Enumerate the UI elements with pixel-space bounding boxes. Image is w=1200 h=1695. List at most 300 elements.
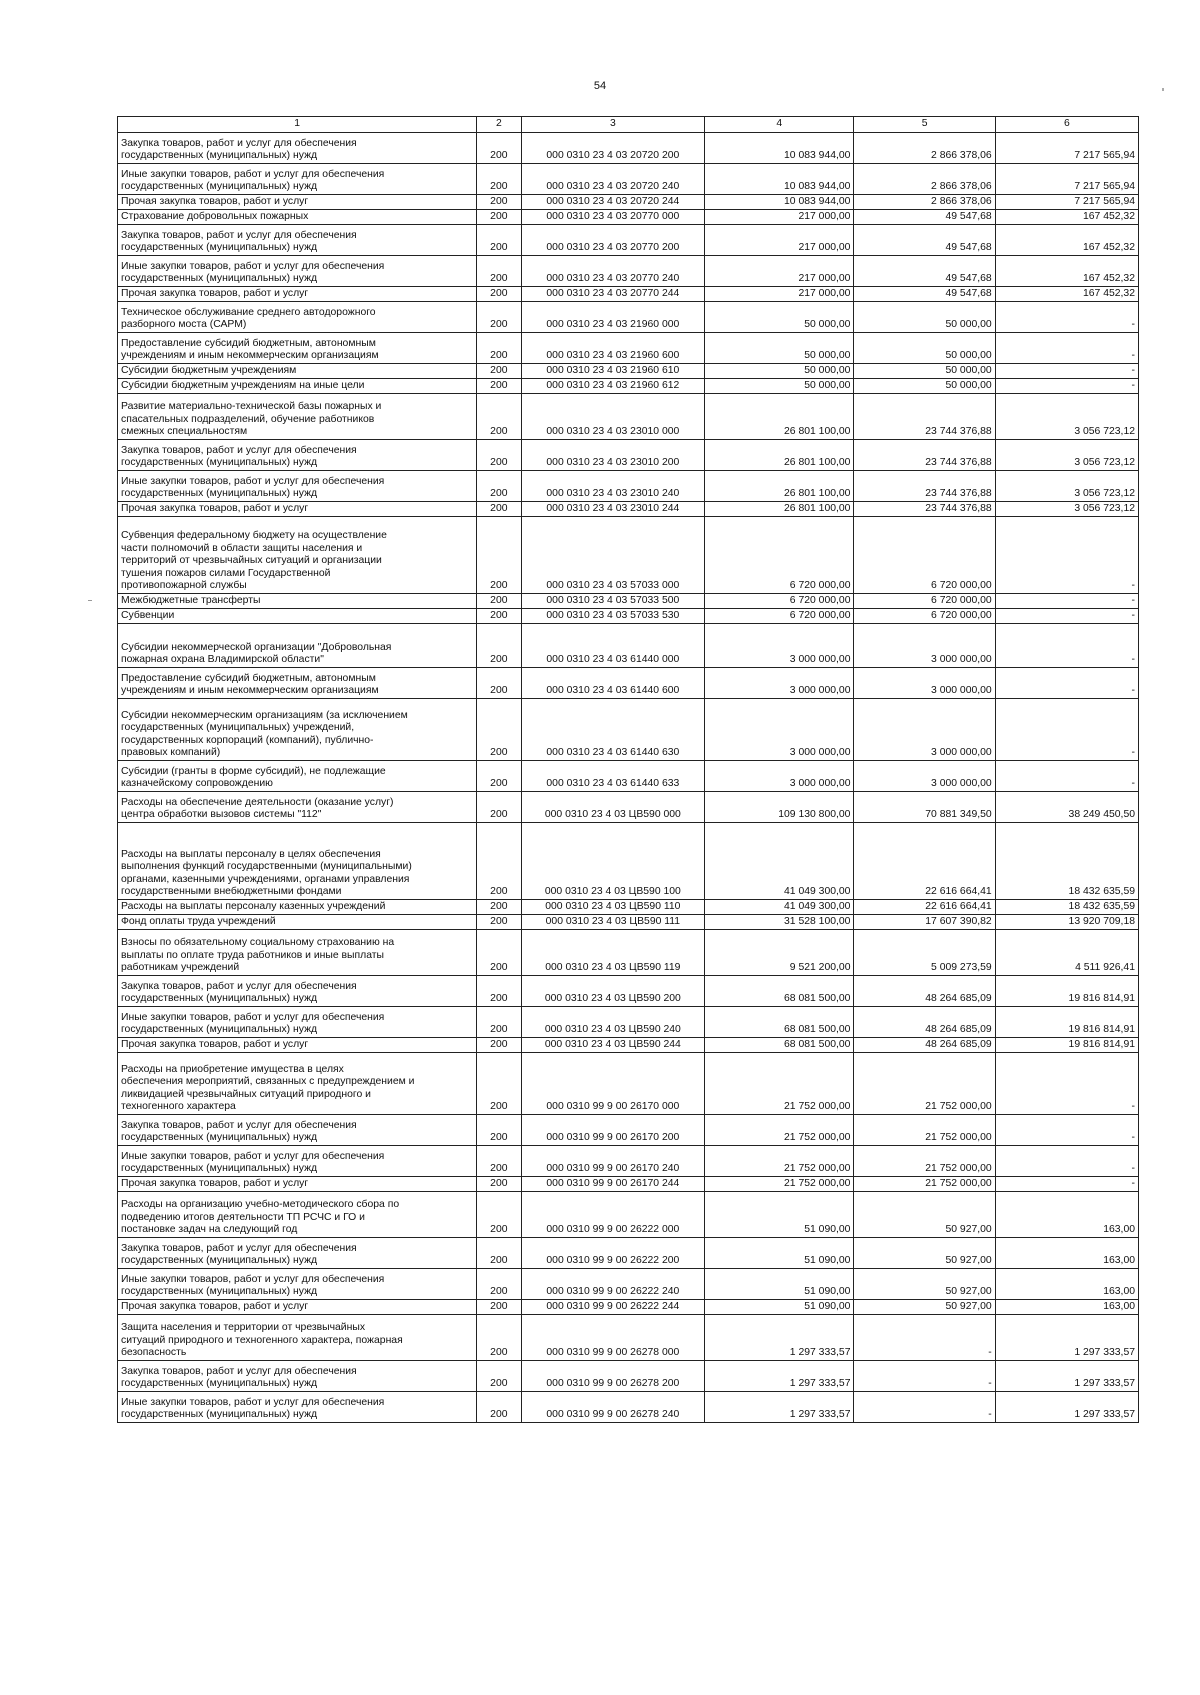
row-executed-text: 21 752 000,00 <box>925 1132 992 1144</box>
row-line-code <box>477 915 521 930</box>
row-name <box>118 302 477 333</box>
row-line-code-text: 200 <box>490 1286 508 1298</box>
row-executed <box>854 440 995 471</box>
row-executed-text: 50 927,00 <box>945 1255 992 1267</box>
row-executed <box>854 164 995 195</box>
row-budget-code <box>521 517 705 594</box>
row-name <box>118 379 477 394</box>
margin-mark <box>88 600 92 601</box>
table-body <box>118 133 1139 1423</box>
row-line-code <box>477 1269 521 1300</box>
row-budget-code-text: 000 0310 23 4 03 ЦВ590 200 <box>544 993 681 1005</box>
row-approved-text: 6 720 000,00 <box>789 595 851 607</box>
row-executed-text: 3 000 000,00 <box>931 685 992 697</box>
row-budget-code <box>521 333 705 364</box>
row-executed-text: 48 264 685,09 <box>925 1024 992 1036</box>
row-unexecuted <box>995 440 1138 471</box>
table-row <box>118 1361 1139 1392</box>
row-budget-code-text: 000 0310 23 4 03 61440 600 <box>546 685 680 697</box>
table-header <box>118 117 1139 133</box>
row-budget-code <box>521 761 705 792</box>
row-budget-code-text: 000 0310 23 4 03 23010 244 <box>546 503 680 515</box>
row-name <box>118 761 477 792</box>
row-unexecuted <box>995 210 1138 225</box>
row-name-text: Субсидии бюджетным учреждениям <box>121 365 297 377</box>
row-name-text: Расходы на обеспечение деятельности (оказание услуг) центра обработки вызовов системы "112" <box>121 796 394 821</box>
row-line-code <box>477 609 521 624</box>
column-number-row <box>118 117 1139 133</box>
row-executed <box>854 1361 995 1392</box>
row-unexecuted <box>995 668 1138 699</box>
row-unexecuted <box>995 502 1138 517</box>
table-row <box>118 900 1139 915</box>
row-unexecuted-text: 167 452,32 <box>1082 211 1135 223</box>
row-approved-text: 41 049 300,00 <box>784 886 851 898</box>
table-row <box>118 440 1139 471</box>
margin-mark <box>1162 88 1164 91</box>
row-budget-code <box>521 594 705 609</box>
row-budget-code-text: 000 0310 99 9 00 26222 200 <box>546 1255 680 1267</box>
table-row <box>118 517 1139 594</box>
row-name <box>118 792 477 823</box>
row-approved-text: 6 720 000,00 <box>789 610 851 622</box>
row-budget-code <box>521 302 705 333</box>
row-approved-text: 68 081 500,00 <box>784 993 851 1005</box>
row-executed-text: - <box>988 1378 992 1390</box>
row-line-code <box>477 364 521 379</box>
row-executed-text: 6 720 000,00 <box>931 610 992 622</box>
row-approved-text: 21 752 000,00 <box>784 1163 851 1175</box>
row-budget-code <box>521 699 705 761</box>
table-row <box>118 1053 1139 1115</box>
row-name <box>118 624 477 668</box>
table-row <box>118 1269 1139 1300</box>
row-executed-text: 50 000,00 <box>945 380 992 392</box>
row-executed <box>854 287 995 302</box>
row-approved <box>705 1007 854 1038</box>
row-unexecuted <box>995 287 1138 302</box>
row-approved-text: 1 297 333,57 <box>789 1378 851 1390</box>
row-approved <box>705 761 854 792</box>
row-unexecuted <box>995 792 1138 823</box>
row-executed-text: - <box>988 1347 992 1359</box>
row-line-code <box>477 379 521 394</box>
row-unexecuted <box>995 379 1138 394</box>
table-row <box>118 668 1139 699</box>
column-header: 6 <box>995 117 1138 133</box>
row-unexecuted <box>995 133 1138 164</box>
row-budget-code <box>521 1300 705 1315</box>
row-line-code <box>477 1315 521 1361</box>
row-line-code-text: 200 <box>490 1178 508 1190</box>
row-unexecuted <box>995 1300 1138 1315</box>
row-line-code <box>477 210 521 225</box>
row-budget-code <box>521 195 705 210</box>
row-approved-text: 26 801 100,00 <box>784 503 851 515</box>
row-executed-text: 50 927,00 <box>945 1286 992 1298</box>
row-executed-text: 50 000,00 <box>945 350 992 362</box>
row-name-text: Субвенции <box>121 610 175 622</box>
row-budget-code <box>521 1146 705 1177</box>
row-budget-code <box>521 1115 705 1146</box>
row-name-text: Закупка товаров, работ и услуг для обеспечения государственных (муниципальных) нужд <box>121 1365 357 1390</box>
row-executed <box>854 761 995 792</box>
column-header: 1 <box>118 117 477 133</box>
table-row <box>118 225 1139 256</box>
table-row <box>118 256 1139 287</box>
row-unexecuted-text: 163,00 <box>1103 1224 1135 1236</box>
row-line-code-text: 200 <box>490 886 508 898</box>
page-number: 54 <box>593 80 607 92</box>
row-line-code <box>477 699 521 761</box>
row-unexecuted-text: 19 816 814,91 <box>1068 993 1135 1005</box>
row-name-text: Закупка товаров, работ и услуг для обеспечения государственных (муниципальных) нужд <box>121 1119 357 1144</box>
table-row <box>118 1392 1139 1423</box>
row-name-text: Субсидии некоммерческим организациям (за исключением государственных (муниципальных) учреждений, государственных корпораций (компаний), публично- правовых компаний) <box>121 709 408 759</box>
row-name-text: Расходы на выплаты персоналу казенных учреждений <box>121 901 386 913</box>
row-line-code <box>477 976 521 1007</box>
row-unexecuted-text: 3 056 723,12 <box>1074 426 1135 438</box>
row-approved <box>705 1038 854 1053</box>
row-executed-text: 49 547,68 <box>945 273 992 285</box>
table-row <box>118 1300 1139 1315</box>
row-unexecuted-text: - <box>1131 685 1135 697</box>
row-unexecuted <box>995 1315 1138 1361</box>
row-executed-text: 2 866 378,06 <box>931 196 992 208</box>
row-line-code <box>477 440 521 471</box>
row-unexecuted <box>995 915 1138 930</box>
row-unexecuted-text: 7 217 565,94 <box>1074 196 1135 208</box>
row-executed <box>854 379 995 394</box>
row-name-text: Защита населения и территории от чрезвычайных ситуаций природного и техногенного характера, пожарная безопасность <box>121 1322 403 1359</box>
row-line-code-text: 200 <box>490 1101 508 1113</box>
row-unexecuted-text: 4 511 926,41 <box>1075 962 1135 974</box>
row-approved-text: 1 297 333,57 <box>789 1409 851 1421</box>
table-row <box>118 930 1139 976</box>
row-executed-text: 50 000,00 <box>945 365 992 377</box>
row-approved <box>705 225 854 256</box>
row-line-code-text: 200 <box>490 426 508 438</box>
row-approved <box>705 1238 854 1269</box>
row-budget-code-text: 000 0310 99 9 00 26170 244 <box>546 1178 680 1190</box>
row-unexecuted-text: 1 297 333,57 <box>1074 1347 1135 1359</box>
table-row <box>118 1038 1139 1053</box>
row-line-code <box>477 302 521 333</box>
row-line-code-text: 200 <box>490 1163 508 1175</box>
table-row <box>118 471 1139 502</box>
row-executed-text: 5 009 273,59 <box>931 962 992 974</box>
row-budget-code <box>521 915 705 930</box>
row-budget-code <box>521 976 705 1007</box>
row-approved <box>705 1177 854 1192</box>
row-budget-code <box>521 440 705 471</box>
row-approved <box>705 517 854 594</box>
table-row <box>118 195 1139 210</box>
row-budget-code <box>521 900 705 915</box>
row-executed-text: 17 607 390,82 <box>925 916 992 928</box>
row-budget-code-text: 000 0310 99 9 00 26278 000 <box>546 1347 680 1359</box>
row-unexecuted-text: 18 432 635,59 <box>1068 901 1135 913</box>
row-unexecuted <box>995 1392 1138 1423</box>
row-unexecuted-text: - <box>1131 1163 1135 1175</box>
row-unexecuted <box>995 164 1138 195</box>
row-line-code-text: 200 <box>490 181 508 193</box>
row-executed <box>854 1053 995 1115</box>
row-budget-code <box>521 379 705 394</box>
table-row <box>118 699 1139 761</box>
row-name-text: Закупка товаров, работ и услуг для обеспечения государственных (муниципальных) нужд <box>121 1242 357 1267</box>
table-row <box>118 1177 1139 1192</box>
row-budget-code <box>521 1392 705 1423</box>
row-name-text: Прочая закупка товаров, работ и услуг <box>121 503 309 515</box>
row-budget-code <box>521 609 705 624</box>
row-unexecuted-text: - <box>1131 778 1135 790</box>
row-budget-code <box>521 287 705 302</box>
row-executed-text: 6 720 000,00 <box>931 580 992 592</box>
row-unexecuted <box>995 699 1138 761</box>
row-unexecuted-text: - <box>1131 747 1135 759</box>
row-name <box>118 900 477 915</box>
row-approved <box>705 302 854 333</box>
row-name-text: Субсидии бюджетным учреждениям на иные цели <box>121 380 365 392</box>
row-approved <box>705 823 854 900</box>
row-unexecuted-text: 38 249 450,50 <box>1068 809 1135 821</box>
row-executed <box>854 594 995 609</box>
row-budget-code-text: 000 0310 23 4 03 ЦВ590 111 <box>545 916 681 928</box>
row-executed-text: 21 752 000,00 <box>925 1178 992 1190</box>
row-approved <box>705 668 854 699</box>
row-name-text: Фонд оплаты труда учреждений <box>121 916 276 928</box>
row-name-text: Предоставление субсидий бюджетным, автономным учреждениям и иным некоммерческим организациям <box>121 672 379 697</box>
row-approved-text: 21 752 000,00 <box>784 1178 851 1190</box>
row-line-code <box>477 502 521 517</box>
row-approved-text: 50 000,00 <box>804 319 851 331</box>
table-row <box>118 1192 1139 1238</box>
row-approved-text: 109 130 800,00 <box>778 809 851 821</box>
row-line-code-text: 200 <box>490 654 508 666</box>
row-unexecuted <box>995 1146 1138 1177</box>
row-line-code <box>477 195 521 210</box>
row-unexecuted <box>995 225 1138 256</box>
row-budget-code <box>521 502 705 517</box>
row-name-text: Субсидии некоммерческой организации "Добровольная пожарная охрана Владимирской области" <box>121 641 392 666</box>
row-line-code-text: 200 <box>490 503 508 515</box>
row-unexecuted <box>995 394 1138 440</box>
row-unexecuted <box>995 471 1138 502</box>
row-unexecuted <box>995 1177 1138 1192</box>
row-budget-code-text: 000 0310 23 4 03 61440 000 <box>546 654 680 666</box>
row-unexecuted <box>995 302 1138 333</box>
row-name-text: Субсидии (гранты в форме субсидий), не подлежащие казначейскому сопровождению <box>121 765 386 790</box>
row-budget-code <box>521 930 705 976</box>
row-approved <box>705 471 854 502</box>
row-line-code <box>477 900 521 915</box>
row-approved <box>705 164 854 195</box>
row-unexecuted-text: 3 056 723,12 <box>1074 503 1135 515</box>
row-budget-code <box>521 624 705 668</box>
row-unexecuted <box>995 517 1138 594</box>
row-executed-text: 22 616 664,41 <box>925 901 992 913</box>
row-name-text: Предоставление субсидий бюджетным, автономным учреждениям и иным некоммерческим организациям <box>121 337 379 362</box>
row-approved-text: 50 000,00 <box>804 380 851 392</box>
row-executed-text: 2 866 378,06 <box>931 150 992 162</box>
row-approved <box>705 1115 854 1146</box>
row-approved-text: 68 081 500,00 <box>784 1039 851 1051</box>
row-line-code-text: 200 <box>490 457 508 469</box>
row-name <box>118 976 477 1007</box>
row-name-text: Расходы на организацию учебно-методического сбора по подведению итогов деятельности ТП РСЧС и ГО и постановке задач на следующий год <box>121 1199 400 1236</box>
row-line-code-text: 200 <box>490 595 508 607</box>
row-approved-text: 9 521 200,00 <box>789 962 851 974</box>
row-executed-text: 48 264 685,09 <box>925 1039 992 1051</box>
row-name <box>118 394 477 440</box>
row-budget-code-text: 000 0310 23 4 03 61440 633 <box>546 778 680 790</box>
row-name <box>118 1392 477 1423</box>
row-executed <box>854 1038 995 1053</box>
row-executed <box>854 699 995 761</box>
row-executed <box>854 471 995 502</box>
row-unexecuted-text: 19 816 814,91 <box>1068 1024 1135 1036</box>
row-unexecuted-text: - <box>1131 610 1135 622</box>
row-budget-code <box>521 1177 705 1192</box>
row-approved <box>705 210 854 225</box>
row-budget-code-text: 000 0310 99 9 00 26170 240 <box>546 1163 680 1175</box>
row-executed <box>854 1146 995 1177</box>
row-approved <box>705 379 854 394</box>
row-unexecuted <box>995 333 1138 364</box>
row-approved-text: 31 528 100,00 <box>784 916 851 928</box>
row-budget-code <box>521 1007 705 1038</box>
table-row <box>118 976 1139 1007</box>
row-approved <box>705 256 854 287</box>
row-name-text: Прочая закупка товаров, работ и услуг <box>121 196 309 208</box>
row-approved <box>705 364 854 379</box>
row-budget-code <box>521 1053 705 1115</box>
row-budget-code-text: 000 0310 23 4 03 ЦВ590 000 <box>544 809 681 821</box>
row-name-text: Иные закупки товаров, работ и услуг для обеспечения государственных (муниципальных) нужд <box>121 1273 385 1298</box>
row-name <box>118 210 477 225</box>
row-budget-code <box>521 225 705 256</box>
row-approved <box>705 1392 854 1423</box>
row-unexecuted <box>995 1192 1138 1238</box>
row-approved <box>705 133 854 164</box>
row-budget-code <box>521 1192 705 1238</box>
row-executed <box>854 915 995 930</box>
row-line-code <box>477 930 521 976</box>
row-executed <box>854 302 995 333</box>
row-line-code <box>477 517 521 594</box>
row-line-code-text: 200 <box>490 1224 508 1236</box>
row-approved-text: 3 000 000,00 <box>789 685 851 697</box>
row-line-code-text: 200 <box>490 610 508 622</box>
row-line-code-text: 200 <box>490 365 508 377</box>
row-budget-code-text: 000 0310 99 9 00 26222 244 <box>546 1301 680 1313</box>
row-approved-text: 68 081 500,00 <box>784 1024 851 1036</box>
row-name <box>118 256 477 287</box>
row-name <box>118 1053 477 1115</box>
row-line-code-text: 200 <box>490 350 508 362</box>
row-executed-text: 50 927,00 <box>945 1301 992 1313</box>
row-name <box>118 133 477 164</box>
row-approved-text: 50 000,00 <box>804 350 851 362</box>
row-name-text: Закупка товаров, работ и услуг для обеспечения государственных (муниципальных) нужд <box>121 137 357 162</box>
row-line-code <box>477 1115 521 1146</box>
row-executed <box>854 823 995 900</box>
table-row <box>118 394 1139 440</box>
row-executed <box>854 364 995 379</box>
row-name <box>118 1300 477 1315</box>
row-name-text: Субвенция федеральному бюджету на осуществление части полномочий в области защиты населения и территорий от чрезвычайных ситуаций и организации тушения пожаров силами Государственной противопожарной службы <box>121 530 387 592</box>
row-unexecuted <box>995 256 1138 287</box>
row-approved <box>705 699 854 761</box>
row-approved-text: 1 297 333,57 <box>789 1347 851 1359</box>
row-budget-code <box>521 1238 705 1269</box>
row-executed <box>854 195 995 210</box>
row-unexecuted <box>995 1007 1138 1038</box>
row-line-code-text: 200 <box>490 242 508 254</box>
row-approved <box>705 1192 854 1238</box>
row-line-code <box>477 761 521 792</box>
row-line-code-text: 200 <box>490 993 508 1005</box>
table-row <box>118 1146 1139 1177</box>
row-line-code-text: 200 <box>490 1255 508 1267</box>
row-approved-text: 217 000,00 <box>798 242 851 254</box>
column-header: 3 <box>521 117 705 133</box>
row-unexecuted-text: 163,00 <box>1103 1286 1135 1298</box>
row-unexecuted <box>995 823 1138 900</box>
row-approved-text: 50 000,00 <box>804 365 851 377</box>
row-line-code <box>477 1053 521 1115</box>
row-approved-text: 26 801 100,00 <box>784 488 851 500</box>
row-approved <box>705 930 854 976</box>
row-unexecuted-text: 13 920 709,18 <box>1068 916 1135 928</box>
row-approved-text: 51 090,00 <box>804 1286 851 1298</box>
row-name <box>118 668 477 699</box>
row-line-code-text: 200 <box>490 380 508 392</box>
row-line-code-text: 200 <box>490 1347 508 1359</box>
row-executed-text: 23 744 376,88 <box>925 488 992 500</box>
row-name <box>118 1007 477 1038</box>
row-line-code-text: 200 <box>490 1024 508 1036</box>
row-line-code-text: 200 <box>490 685 508 697</box>
row-name-text: Иные закупки товаров, работ и услуг для обеспечения государственных (муниципальных) нужд <box>121 1011 385 1036</box>
row-line-code-text: 200 <box>490 962 508 974</box>
row-budget-code-text: 000 0310 23 4 03 21960 610 <box>546 365 680 377</box>
row-approved-text: 21 752 000,00 <box>784 1132 851 1144</box>
row-unexecuted <box>995 624 1138 668</box>
row-unexecuted-text: - <box>1131 1178 1135 1190</box>
row-name <box>118 440 477 471</box>
row-unexecuted-text: 1 297 333,57 <box>1074 1378 1135 1390</box>
row-budget-code-text: 000 0310 23 4 03 23010 200 <box>546 457 680 469</box>
row-budget-code <box>521 364 705 379</box>
row-approved <box>705 1053 854 1115</box>
row-executed-text: 3 000 000,00 <box>931 654 992 666</box>
row-budget-code <box>521 1038 705 1053</box>
row-executed-text: 3 000 000,00 <box>931 778 992 790</box>
row-line-code <box>477 256 521 287</box>
row-line-code <box>477 1177 521 1192</box>
row-budget-code-text: 000 0310 23 4 03 21960 612 <box>546 380 680 392</box>
row-approved-text: 41 049 300,00 <box>784 901 851 913</box>
row-line-code-text: 200 <box>490 580 508 592</box>
row-unexecuted-text: - <box>1131 1132 1135 1144</box>
row-executed <box>854 976 995 1007</box>
column-header: 4 <box>705 117 854 133</box>
table-row <box>118 379 1139 394</box>
budget-table <box>117 116 1139 1423</box>
row-name-text: Прочая закупка товаров, работ и услуг <box>121 288 309 300</box>
